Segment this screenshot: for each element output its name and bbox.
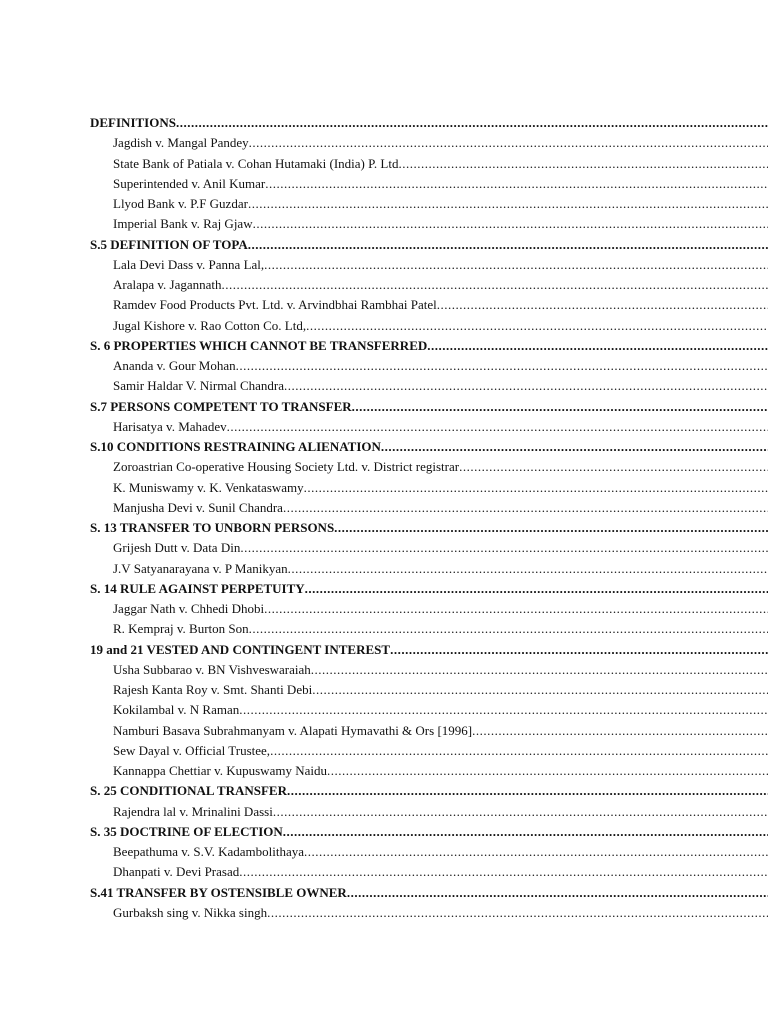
- dot-leader: [270, 741, 768, 761]
- toc-section-heading: [90, 518, 768, 538]
- toc-section-heading: [90, 883, 768, 903]
- toc-case-entry: [90, 214, 768, 234]
- dot-leader: [284, 376, 768, 396]
- toc-case-entry: [90, 862, 768, 882]
- section-title: S. 14 RULE AGAINST PERPETUITY: [90, 580, 305, 596]
- case-title: Zoroastrian Co-operative Housing Society Ltd. v. District registrar: [113, 459, 460, 475]
- dot-leader: [398, 154, 768, 174]
- dot-leader: [227, 417, 768, 437]
- toc-case-entry: [90, 194, 768, 214]
- toc-section-heading: [90, 781, 768, 801]
- case-title: Aralapa v. Jagannath: [113, 277, 222, 292]
- toc-case-entry: [90, 498, 768, 518]
- toc-case-entry: [90, 538, 768, 558]
- toc-section-heading: [90, 336, 768, 356]
- case-title: Namburi Basava Subrahmanyam v. Alapati Hymavathi & Ors [1996]: [113, 722, 473, 738]
- dot-leader: [283, 822, 768, 842]
- toc-case-entry: [90, 376, 768, 396]
- case-title: K. Muniswamy v. K. Venkataswamy: [113, 479, 304, 495]
- toc-section-heading: [90, 640, 768, 660]
- case-title: Ananda v. Gour Mohan: [113, 358, 236, 373]
- case-title: Rajendra lal v. Mrinalini Dassi: [113, 803, 273, 819]
- toc-case-entry: [90, 559, 768, 579]
- toc-case-entry: [90, 316, 768, 336]
- dot-leader: [248, 235, 768, 255]
- section-title: S. 6 PROPERTIES WHICH CANNOT BE TRANSFERRED: [90, 337, 428, 353]
- dot-leader: [273, 802, 768, 822]
- section-title: S.7 PERSONS COMPETENT TO TRANSFER: [90, 398, 352, 414]
- toc-case-entry: [90, 133, 768, 153]
- case-title: Superintended v. Anil Kumar: [113, 175, 266, 191]
- case-title: Manjusha Devi v. Sunil Chandra: [113, 499, 283, 515]
- case-title: Samir Haldar V. Nirmal Chandra: [113, 378, 285, 394]
- section-title: 19 and 21 VESTED AND CONTINGENT INTEREST: [90, 641, 391, 657]
- case-title: Usha Subbarao v. BN Vishveswaraiah: [113, 661, 311, 677]
- section-title: S.41 TRANSFER BY OSTENSIBLE OWNER: [90, 884, 347, 900]
- toc-case-entry: [90, 802, 768, 822]
- dot-leader: [253, 214, 768, 234]
- dot-leader: [381, 437, 768, 457]
- toc-case-entry: [90, 619, 768, 639]
- case-title: Grijesh Dutt v. Data Din: [113, 540, 241, 556]
- case-title: Sew Dayal v. Official Trustee,: [113, 742, 271, 758]
- toc-case-entry: [90, 660, 768, 680]
- case-title: Kokilambal v. N Raman: [113, 702, 240, 718]
- dot-leader: [288, 559, 768, 579]
- dot-leader: [239, 700, 768, 720]
- case-title: Beepathuma v. S.V. Kadambolithaya: [113, 844, 304, 859]
- dot-leader: [390, 640, 768, 660]
- dot-leader: [248, 194, 768, 214]
- case-title: State Bank of Patiala v. Cohan Hutamaki (India) P. Ltd: [113, 155, 399, 171]
- section-title: S.10 CONDITIONS RESTRAINING ALIENATION: [90, 439, 381, 454]
- section-title: S. 13 TRANSFER TO UNBORN PERSONS: [90, 520, 335, 535]
- toc-section-heading: [90, 235, 768, 255]
- toc-case-entry: [90, 761, 768, 781]
- dot-leader: [312, 680, 768, 700]
- dot-leader: [264, 599, 768, 619]
- toc-case-entry: [90, 842, 768, 862]
- case-title: Gurbaksh sing v. Nikka singh: [113, 904, 268, 920]
- case-title: Harisatya v. Mahadev: [113, 418, 227, 434]
- dot-leader: [306, 316, 768, 336]
- toc-case-entry: [90, 255, 768, 275]
- dot-leader: [249, 133, 768, 153]
- toc-section-heading: [90, 579, 768, 599]
- dot-leader: [249, 619, 768, 639]
- toc-case-entry: [90, 741, 768, 761]
- case-title: Dhanpati v. Devi Prasad: [113, 864, 240, 880]
- section-title: S. 35 DOCTRINE OF ELECTION: [90, 823, 283, 839]
- toc-case-entry: [90, 154, 768, 174]
- toc-case-entry: [90, 356, 768, 376]
- section-title: DEFINITIONS: [90, 115, 176, 130]
- dot-leader: [239, 862, 768, 882]
- toc-case-entry: [90, 478, 768, 498]
- dot-leader: [437, 295, 768, 315]
- section-title: S.5 DEFINITION OF TOPA: [90, 236, 248, 252]
- dot-leader: [267, 903, 768, 923]
- dot-leader: [305, 579, 768, 599]
- case-title: Jaggar Nath v. Chhedi Dhobi: [113, 601, 265, 616]
- dot-leader: [264, 255, 768, 275]
- dot-leader: [472, 721, 768, 741]
- dot-leader: [265, 174, 768, 194]
- toc-section-heading: [90, 113, 768, 133]
- toc-case-entry: [90, 417, 768, 437]
- case-title: Llyod Bank v. P.F Guzdar: [113, 196, 248, 211]
- dot-leader: [347, 883, 768, 903]
- dot-leader: [459, 457, 768, 477]
- dot-leader: [240, 538, 768, 558]
- toc-case-entry: [90, 295, 768, 315]
- case-title: Ramdev Food Products Pvt. Ltd. v. Arvindbhai Rambhai Patel: [113, 297, 437, 313]
- dot-leader: [304, 478, 768, 498]
- dot-leader: [334, 518, 768, 538]
- dot-leader: [327, 761, 768, 781]
- toc-case-entry: [90, 174, 768, 194]
- dot-leader: [222, 275, 768, 295]
- toc-case-entry: [90, 599, 768, 619]
- case-title: Kannappa Chettiar v. Kupuswamy Naidu: [113, 763, 327, 778]
- dot-leader: [176, 113, 768, 133]
- toc-section-heading: [90, 397, 768, 417]
- toc-section-heading: [90, 822, 768, 842]
- toc-case-entry: [90, 721, 768, 741]
- case-title: Jugal Kishore v. Rao Cotton Co. Ltd,: [113, 317, 307, 333]
- dot-leader: [304, 842, 768, 862]
- dot-leader: [311, 660, 768, 680]
- case-title: J.V Satyanarayana v. P Manikyan: [113, 560, 288, 576]
- toc-section-heading: [90, 437, 768, 457]
- dot-leader: [283, 498, 768, 518]
- table-of-contents: [90, 113, 768, 923]
- dot-leader: [352, 397, 768, 417]
- case-title: Jagdish v. Mangal Pandey: [113, 135, 249, 151]
- case-title: Rajesh Kanta Roy v. Smt. Shanti Debi: [113, 682, 313, 697]
- toc-case-entry: [90, 680, 768, 700]
- section-title: S. 25 CONDITIONAL TRANSFER: [90, 783, 287, 799]
- case-title: Imperial Bank v. Raj Gjaw: [113, 216, 253, 232]
- toc-case-entry: [90, 700, 768, 720]
- dot-leader: [427, 336, 768, 356]
- toc-case-entry: [90, 457, 768, 477]
- toc-case-entry: [90, 903, 768, 923]
- toc-case-entry: [90, 275, 768, 295]
- case-title: Lala Devi Dass v. Panna Lal,: [113, 256, 265, 272]
- dot-leader: [287, 781, 768, 801]
- case-title: R. Kempraj v. Burton Son: [113, 621, 249, 637]
- dot-leader: [236, 356, 768, 376]
